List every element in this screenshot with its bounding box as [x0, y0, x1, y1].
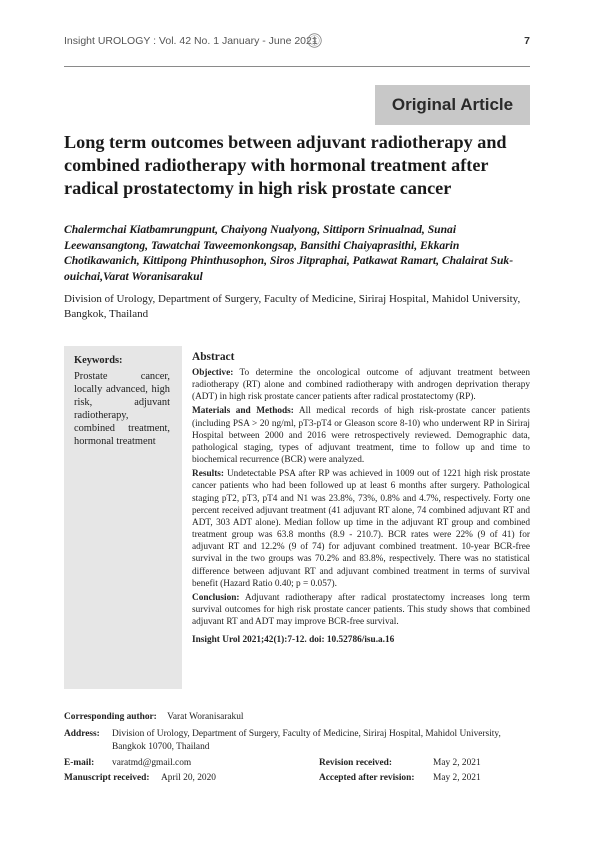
conclusion-label: Conclusion:: [192, 592, 240, 603]
header-divider: [64, 66, 530, 67]
journal-seal-icon: [307, 33, 322, 48]
email-label: E-mail:: [64, 758, 95, 768]
accepted-value: May 2, 2021: [433, 773, 481, 783]
journal-name: Insight UROLOGY : Vol. 42 No. 1 January - June 2021: [64, 35, 318, 47]
conclusion-text: Adjuvant radiotherapy after radical prostatectomy increases long term survival outcomes for high risk prostate cancer patients. This study shows that combined adjuvant RT and ADT may improve BCR-free survival.: [192, 592, 531, 628]
results-text: Undetectable PSA after RP was achieved in 1009 out of 1221 high risk prostate cancer patients who had been followed up at least 6 months after surgery. Pathological staging pT2, pT3, pT4 and N1 was 23.8%, 73%, 0.8% and 4.7%, respectively. Forty one percent received adjuvant treatment (41 adjuvant RT alone, 74 combined adjuvant RT and ADT, 303 ADT alone). Median follow up time in the adjuvant RT group and combined treatment group was 63.8 months (8.9 - 210.7). BCR rates were 22% (9 of 41) for adjuvant RT and 12.2% (9 of 74) for adjuvant combined treatment. 10-year BCR-free survival in the two groups was 70.2% and 83.8%, respectively. There was no statistical difference between adjuvant RT and adjuvant combined treatment in terms of survival benefit (Hazard Ratio 0.40; p = 0.057).: [192, 469, 530, 589]
abstract-conclusion: [192, 592, 530, 628]
corresponding-label: Corresponding author:: [64, 712, 157, 722]
article-title: Long term outcomes between adjuvant radiotherapy and combined radiotherapy with hormonal treatment after radical prostatectomy in high risk prostate cancer: [64, 132, 507, 198]
methods-label: Materials and Methods:: [192, 406, 294, 417]
revision-label: Revision received:: [319, 758, 392, 768]
keywords-text: Prostate cancer, locally advanced, high risk, adjuvant radiotherapy, combined treatment, hormonal treatment: [74, 371, 170, 448]
corresponding-row: [64, 711, 244, 724]
article-type-badge: Original Article: [375, 85, 530, 125]
abstract-heading: Abstract: [192, 351, 235, 363]
results-label: Results:: [192, 469, 225, 480]
email-link[interactable]: varatmd@gmail.com: [112, 758, 192, 768]
author-list: Chalermchai Kiatbamrungpunt, Chaiyong Nualyong, Sittiporn Srinualnad, Sunai Leewansangtong, Tawatchai Taweemonkongsap, Bansithi Chaiyaprasithi, Ekkarin Chotikawanich, Kittipong Phinthusophon, Siros Jitpraphai, Patkawat Ramart, Chalairat Suk-ouichai,Varat Woranisarakul: [64, 223, 514, 283]
accepted-label: Accepted after revision:: [319, 773, 415, 783]
abstract-methods: [192, 405, 530, 466]
keywords-heading: Keywords:: [74, 355, 123, 366]
manuscript-value: April 20, 2020: [161, 773, 216, 783]
page-number: 7: [524, 35, 530, 47]
affiliation: Division of Urology, Department of Surgery, Faculty of Medicine, Siriraj Hospital, Mahidol University, Bangkok, Thailand: [64, 293, 521, 320]
address-label: Address:: [64, 729, 100, 739]
objective-label: Objective:: [192, 368, 234, 378]
abstract-objective: [192, 367, 530, 403]
address-value: Division of Urology, Department of Surgery, Faculty of Medicine, Siriraj Hospital, Mahidol University, Bangkok 10700, Thailand: [112, 729, 501, 752]
running-header: [64, 35, 530, 49]
citation: Insight Urol 2021;42(1):7-12. doi: 10.52786/isu.a.16: [192, 635, 395, 646]
objective-text: To determine the oncological outcome of adjuvant treatment between radiotherapy (RT) alone and combined radiotherapy with androgen deprivation therapy (ADT) in high risk prostate cancer patients after radical prostatectomy (RP).: [192, 368, 531, 403]
methods-text: All medical records of high risk-prostate cancer patients (including PSA > 20 ng/ml, pT3-pT4 or Gleason score 8-10) who underwent RP in Siriraj Hospital between 2000 and 2016 were retrospectively reviewed. Demographic data, pathological staging, types of adjuvant treatment, time to follow up and time to biochemical recurrence (BCR) were analyzed.: [192, 406, 530, 466]
abstract-results: [192, 468, 530, 590]
revision-value: May 2, 2021: [433, 758, 481, 768]
abstract: [192, 350, 530, 646]
manuscript-label: Manuscript received:: [64, 773, 150, 783]
corresponding-value: Varat Woranisarakul: [167, 712, 244, 722]
